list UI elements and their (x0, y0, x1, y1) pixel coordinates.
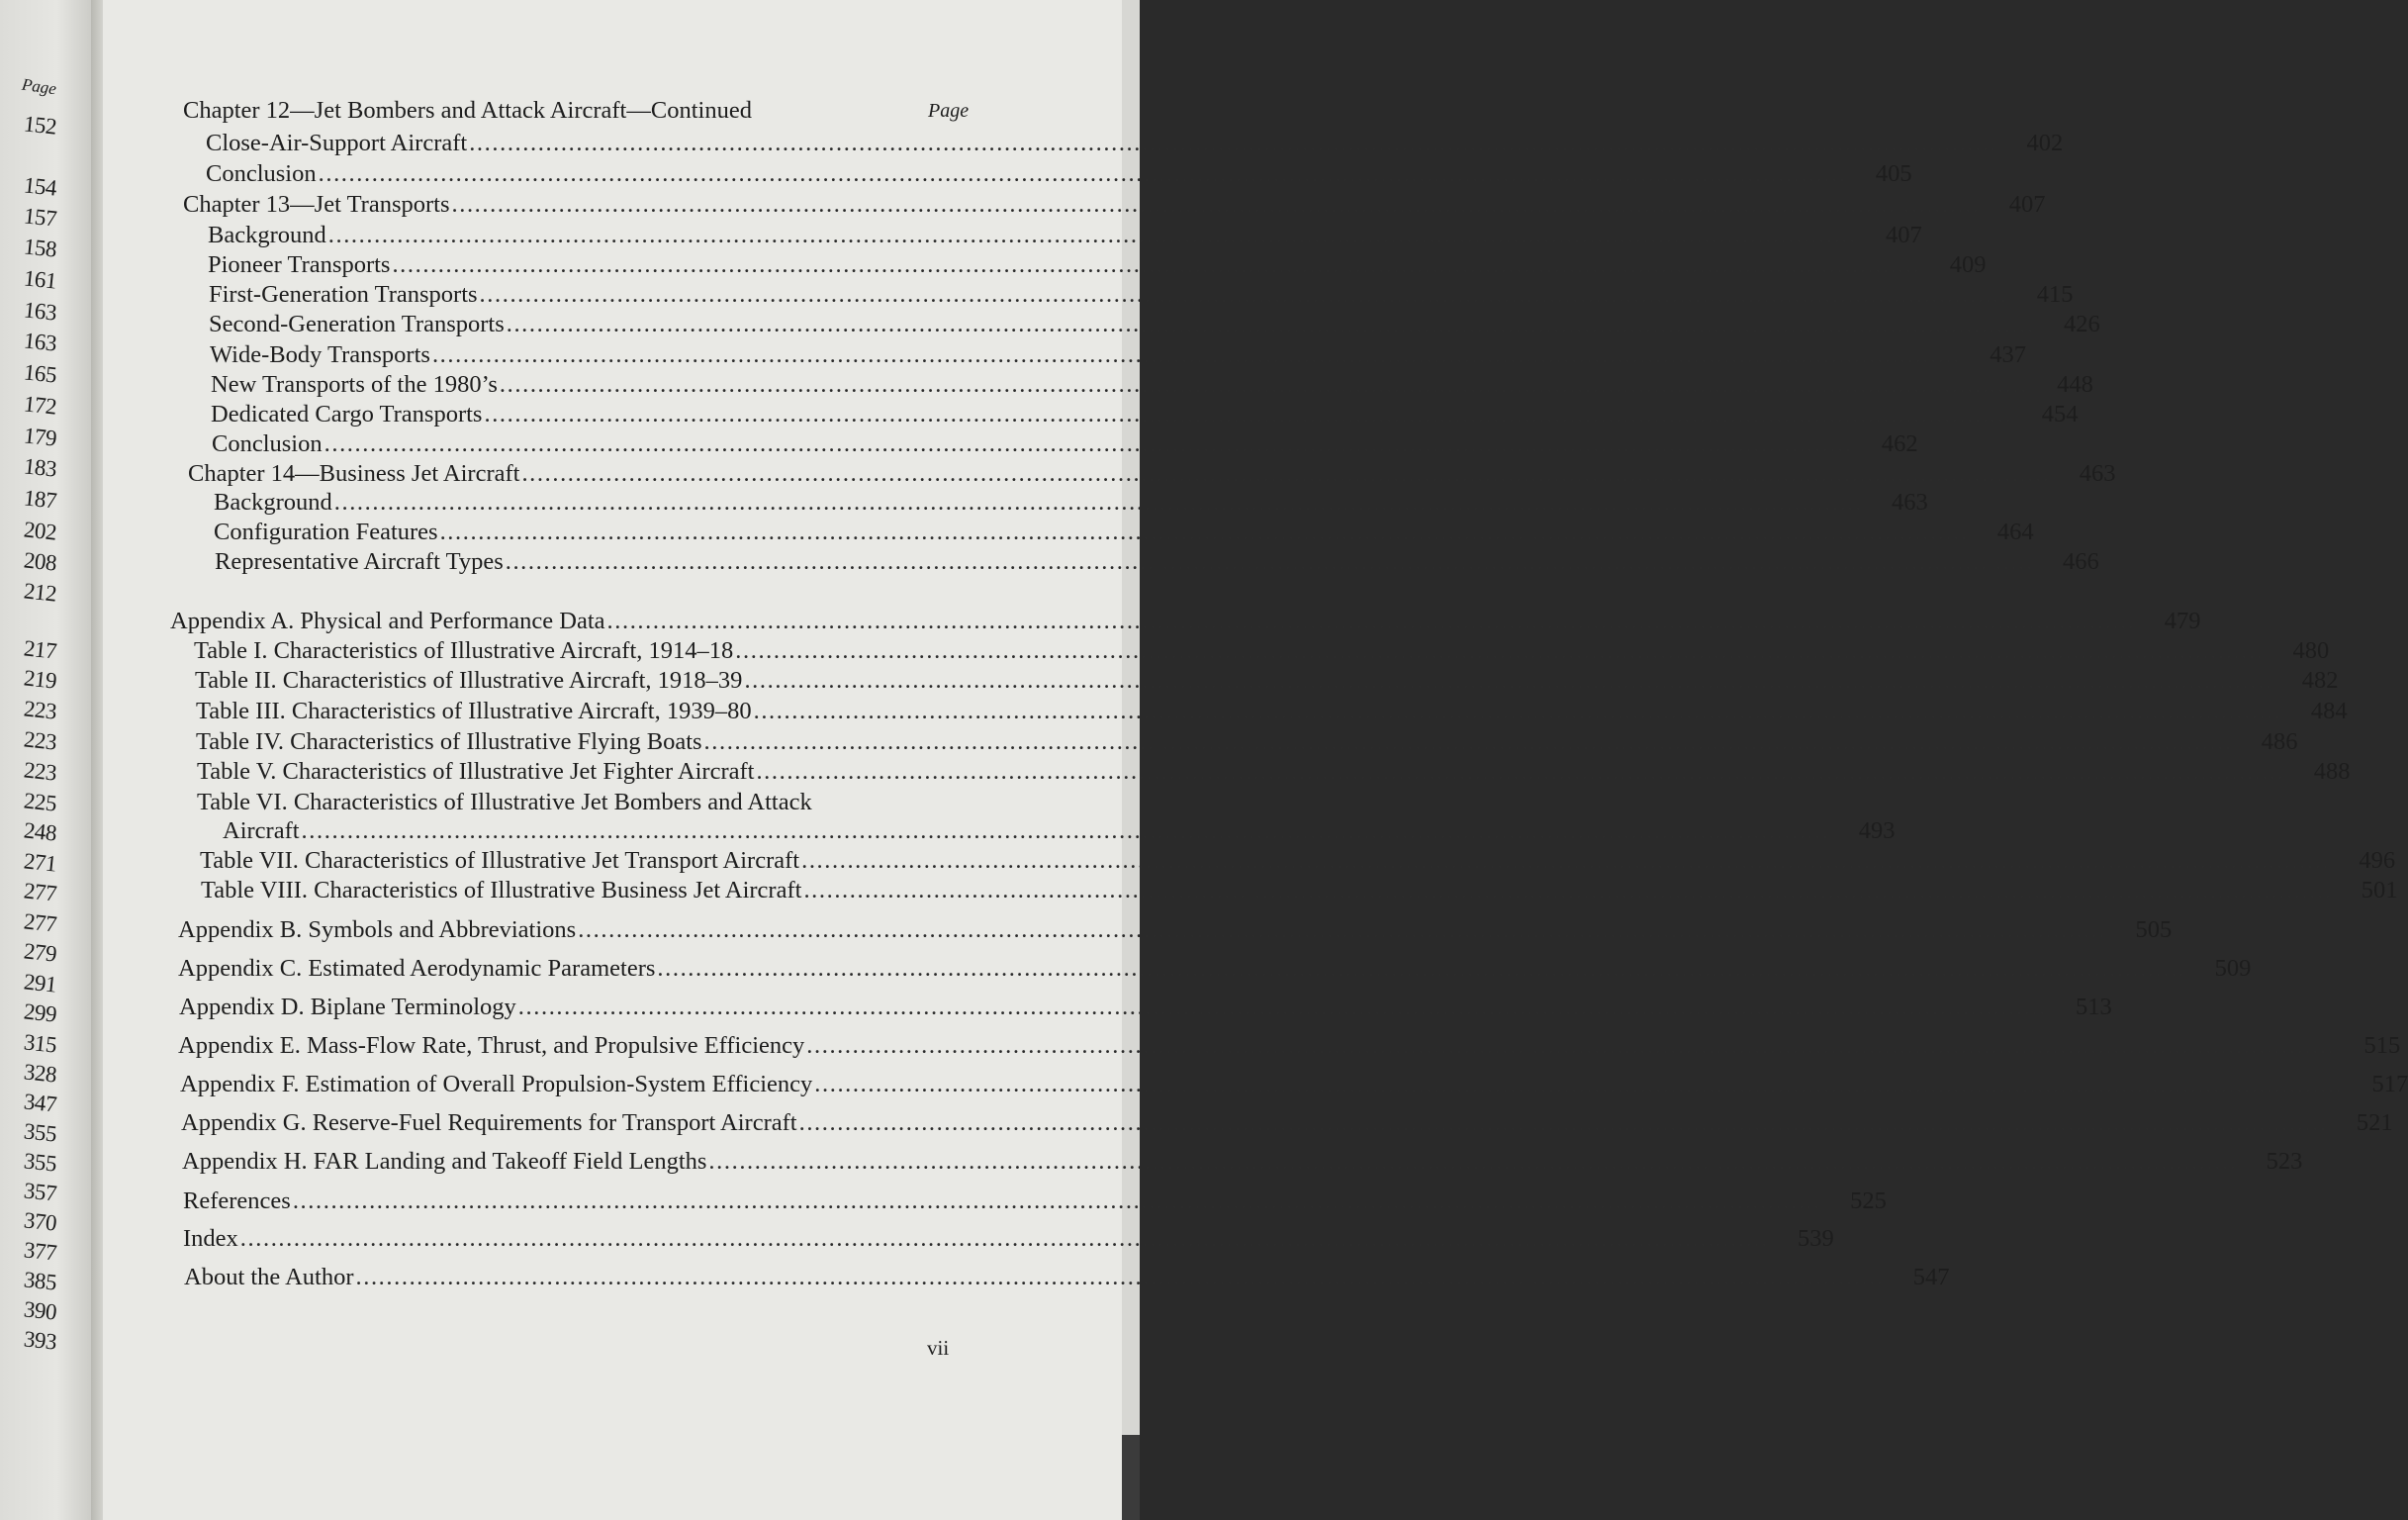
toc-entry (197, 789, 968, 816)
dot-leader: ........................................................................................................................................................................................................ (756, 758, 2285, 785)
dot-leader: ........................................................................................................................................................................................................ (803, 877, 2333, 903)
toc-entry-page: 407 (2008, 191, 2046, 218)
toc-entry-page: 517 (2371, 1071, 2408, 1097)
toc-entry-page: 484 (2310, 698, 2348, 724)
toc-entry-page: 462 (1881, 430, 1918, 457)
facing-page-number: 165 (22, 359, 58, 388)
toc-entry (200, 847, 2396, 875)
dot-leader: ........................................................................................................................................................................................................ (703, 728, 2233, 755)
dot-leader: ........................................................................................................................................................................................................ (439, 519, 1969, 545)
dot-leader: ........................................................................................................................................................................................................ (479, 281, 2008, 308)
toc-entry (183, 191, 2046, 219)
toc-entry (201, 877, 2398, 904)
toc-entry-title: Conclusion (212, 430, 323, 457)
toc-entry-page: 496 (2359, 847, 2396, 874)
toc-entry (212, 430, 1918, 458)
dot-leader: ........................................................................................................................................................................................................ (505, 548, 2034, 575)
facing-page-number: 152 (22, 111, 58, 140)
facing-page-number: 299 (22, 998, 58, 1027)
toc-entry-page: 513 (2076, 994, 2112, 1020)
facing-page-number: 217 (22, 635, 58, 664)
facing-page-number: 158 (22, 234, 58, 262)
toc-entry (183, 97, 968, 125)
toc-entry-page: 402 (2026, 130, 2064, 156)
toc-entry (211, 401, 2079, 428)
toc-entry (214, 489, 1928, 517)
facing-page-label: Page (20, 74, 58, 99)
toc-entry-title: Table III. Characteristics of Illustrative Aircraft, 1939–80 (196, 698, 752, 724)
facing-page-number: 277 (22, 878, 58, 906)
toc-entry-page: 547 (1912, 1264, 1950, 1290)
toc-entry (211, 371, 2093, 399)
toc-entry (209, 281, 2074, 309)
toc-entry-title: About the Author (184, 1264, 354, 1290)
facing-page-number: 248 (22, 817, 58, 846)
dot-leader: ........................................................................................................................................................................................................ (333, 489, 1863, 516)
toc-entry-title: Chapter 13—Jet Transports (183, 191, 450, 218)
facing-page-number: 223 (22, 726, 58, 755)
facing-page-number: 179 (22, 423, 58, 451)
toc-entry (210, 341, 2026, 369)
toc-entry-title: Chapter 12—Jet Bombers and Attack Aircraft—Continued (183, 97, 752, 124)
toc-entry-page: 407 (1886, 222, 1922, 248)
toc-entry-title: Appendix C. Estimated Aerodynamic Parameters (178, 955, 656, 982)
toc-entry (178, 955, 2252, 983)
facing-page-number: 393 (22, 1326, 58, 1355)
dot-leader: ........................................................................................................................................................................................................ (806, 1032, 2336, 1059)
facing-page-number: 355 (22, 1118, 58, 1147)
toc-entry-title: Table IV. Characteristics of Illustrative Flying Boats (196, 728, 702, 755)
toc-entry (206, 160, 1912, 188)
dot-leader: ........................................................................................................................................................................................................ (735, 637, 2265, 664)
toc-entry-title: Aircraft (223, 817, 300, 844)
toc-entry-page: 463 (2079, 460, 2116, 487)
facing-page-number: 315 (22, 1029, 58, 1058)
toc-entry-title: Index (183, 1225, 238, 1252)
toc-entry-page: 486 (2261, 728, 2298, 755)
dot-leader: ........................................................................................................................................................................................................ (239, 1225, 1769, 1252)
facing-page-number: 291 (22, 969, 58, 998)
facing-page-number: 163 (22, 328, 58, 356)
toc-entry-title: Background (214, 489, 332, 516)
toc-entry-title: Table VI. Characteristics of Illustrative Jet Bombers and Attack (197, 789, 812, 815)
facing-page-number: 219 (22, 665, 58, 694)
facing-page-number: 355 (22, 1148, 58, 1177)
toc-entry-title: Table V. Characteristics of Illustrative Jet Fighter Aircraft (197, 758, 755, 785)
toc-entry-page: 509 (2214, 955, 2252, 982)
facing-page-number: 223 (22, 757, 58, 786)
facing-page-number: 279 (22, 938, 58, 967)
facing-page-number: 202 (22, 517, 58, 545)
toc-entry-title: Dedicated Cargo Transports (211, 401, 483, 428)
background-shadow (1122, 1435, 1140, 1520)
dot-leader: ........................................................................................................................................................................................................ (521, 460, 2051, 487)
toc-entry-page: 454 (2041, 401, 2079, 428)
toc-entry (197, 758, 2351, 786)
dot-leader: ........................................................................................................................................................................................................ (499, 371, 2028, 398)
facing-page-number: 347 (22, 1089, 58, 1117)
toc-entry-title: Pioneer Transports (208, 251, 391, 278)
dot-leader: ........................................................................................................................................................................................................ (801, 847, 2331, 874)
facing-page-number: 183 (22, 453, 58, 482)
dot-leader: ........................................................................................................................................................................................................ (578, 916, 2107, 943)
dot-leader: ........................................................................................................................................................................................................ (392, 251, 1921, 278)
facing-page-number: 271 (22, 848, 58, 877)
toc-entry-page: 523 (2266, 1148, 2303, 1175)
facing-page-number: 172 (22, 391, 58, 420)
folio-number: vii (927, 1336, 950, 1360)
toc-entry-page: 479 (2164, 608, 2201, 634)
toc-entry (170, 608, 2201, 635)
dot-leader: ........................................................................................................................................................................................................ (318, 160, 1847, 187)
toc-entry-page: 525 (1850, 1188, 1887, 1214)
toc-entry (183, 1188, 1887, 1215)
toc-entry (196, 698, 2348, 725)
toc-entry (209, 311, 2100, 338)
toc-entry (215, 548, 2099, 576)
dot-leader: ........................................................................................................................................................................................................ (814, 1071, 2344, 1097)
toc-entry (196, 728, 2298, 756)
toc-entry (182, 1148, 2303, 1176)
facing-page-number: 357 (22, 1178, 58, 1206)
toc-entry-page: 463 (1892, 489, 1928, 516)
toc-entry-title: References (183, 1188, 291, 1214)
toc-entry (194, 637, 2330, 665)
facing-page-number: 377 (22, 1237, 58, 1266)
toc-entry (181, 1109, 2393, 1137)
toc-entry-title: Chapter 14—Business Jet Aircraft (188, 460, 520, 487)
dot-leader: ........................................................................................................................................................................................................ (506, 311, 2035, 337)
toc-entry-page: 415 (2036, 281, 2074, 308)
toc-entry-title: Close-Air-Support Aircraft (206, 130, 468, 156)
toc-entry-page: 501 (2361, 877, 2398, 903)
facing-page-number: 157 (22, 203, 58, 232)
facing-page-number: 328 (22, 1059, 58, 1088)
toc-entry-page: 426 (2063, 311, 2100, 337)
dot-leader: ........................................................................................................................................................................................................ (292, 1188, 1821, 1214)
facing-page-number: 385 (22, 1267, 58, 1295)
toc-entry-title: Table VII. Characteristics of Illustrative Jet Transport Aircraft (200, 847, 800, 874)
toc-entry-page: 437 (1990, 341, 2026, 368)
facing-page-number: 208 (22, 547, 58, 576)
dot-leader: ........................................................................................................................................................................................................ (517, 994, 2047, 1020)
facing-page-number: 161 (22, 265, 58, 294)
toc-entry (188, 460, 2116, 488)
dot-leader: ........................................................................................................................................................................................................ (451, 191, 1981, 218)
toc-entry-page: 448 (2057, 371, 2093, 398)
toc-entry-title: First-Generation Transports (209, 281, 478, 308)
facing-page-number: 163 (22, 297, 58, 326)
dot-leader: ........................................................................................................................................................................................................ (798, 1109, 2328, 1136)
facing-page-number: 390 (22, 1296, 58, 1325)
toc-entry-page: 515 (2363, 1032, 2401, 1059)
toc-entry-page: 466 (2062, 548, 2099, 575)
facing-page-number: 370 (22, 1207, 58, 1236)
toc-entry-title: Table I. Characteristics of Illustrative Aircraft, 1914–18 (194, 637, 734, 664)
toc-entry-title: Conclusion (206, 160, 317, 187)
toc-entry-title: Table VIII. Characteristics of Illustrative Business Jet Aircraft (201, 877, 802, 903)
dot-leader: ........................................................................................................................................................................................................ (324, 430, 1853, 457)
facing-page (0, 0, 95, 1520)
dot-leader: ........................................................................................................................................................................................................ (606, 608, 2136, 634)
facing-page-number: 187 (22, 485, 58, 514)
toc-entry (178, 916, 2173, 944)
dot-leader: ........................................................................................................................................................................................................ (753, 698, 2282, 724)
facing-page-number: 154 (22, 172, 58, 201)
facing-page-number: 277 (22, 908, 58, 937)
toc-entry-title: Appendix E. Mass-Flow Rate, Thrust, and Propulsive Efficiency (178, 1032, 805, 1059)
facing-page-number: 212 (22, 578, 58, 607)
toc-entry-title: Appendix B. Symbols and Abbreviations (178, 916, 577, 943)
dot-leader: ........................................................................................................................................................................................................ (708, 1148, 2238, 1175)
toc-entry-page: 409 (1949, 251, 1987, 278)
dot-leader: ........................................................................................................................................................................................................ (469, 130, 1998, 156)
toc-entry (206, 130, 2064, 157)
toc-entry-title: Background (208, 222, 326, 248)
toc-entry-title: Appendix D. Biplane Terminology (179, 994, 516, 1020)
dot-leader: ........................................................................................................................................................................................................ (327, 222, 1857, 248)
dot-leader: ........................................................................................................................................................................................................ (744, 667, 2273, 694)
facing-page-number: 225 (22, 788, 58, 816)
toc-entry-page: 521 (2356, 1109, 2393, 1136)
dot-leader: ........................................................................................................................................................................................................ (301, 817, 1830, 844)
toc-entry-title: Appendix F. Estimation of Overall Propulsion-System Efficiency (180, 1071, 813, 1097)
toc-entry-title: Appendix H. FAR Landing and Takeoff Field Lengths (182, 1148, 707, 1175)
toc-entry-page: 464 (1996, 519, 2034, 545)
toc-entry-title: Representative Aircraft Types (215, 548, 504, 575)
toc-entry-title: Second-Generation Transports (209, 311, 505, 337)
toc-entry-title: Appendix A. Physical and Performance Data (170, 608, 605, 634)
toc-entry (214, 519, 2034, 546)
toc-entry (223, 817, 1896, 845)
toc-entry-title: Table II. Characteristics of Illustrative Aircraft, 1918–39 (195, 667, 743, 694)
toc-entry-page: 493 (1858, 817, 1896, 844)
toc-entry (184, 1264, 1950, 1291)
dot-leader: ........................................................................................................................................................................................................ (431, 341, 1961, 368)
facing-page-number: 223 (22, 696, 58, 724)
page-column-label: Page (928, 100, 970, 122)
toc-entry (178, 1032, 2401, 1060)
dot-leader: ........................................................................................................................................................................................................ (355, 1264, 1885, 1290)
dot-leader: ........................................................................................................................................................................................................ (657, 955, 2186, 982)
toc-entry-page: 405 (1875, 160, 1912, 187)
toc-entry-title: Wide-Body Transports (210, 341, 430, 368)
toc-entry (195, 667, 2339, 695)
toc-entry-page: 539 (1798, 1225, 1834, 1252)
toc-entry-page: 482 (2301, 667, 2339, 694)
toc-entry (208, 222, 1922, 249)
toc-entry (208, 251, 1987, 279)
toc-entry-page: 488 (2313, 758, 2351, 785)
toc-entry-title: Configuration Features (214, 519, 438, 545)
toc-entry-title: New Transports of the 1980’s (211, 371, 498, 398)
toc-entry-title: Appendix G. Reserve-Fuel Requirements for Transport Aircraft (181, 1109, 797, 1136)
toc-entry (180, 1071, 2408, 1098)
toc-entry-page: 480 (2292, 637, 2330, 664)
dot-leader: ........................................................................................................................................................................................................ (484, 401, 2013, 428)
toc-entry (179, 994, 2112, 1021)
toc-entry (183, 1225, 1834, 1253)
toc-entry-page: 505 (2135, 916, 2173, 943)
